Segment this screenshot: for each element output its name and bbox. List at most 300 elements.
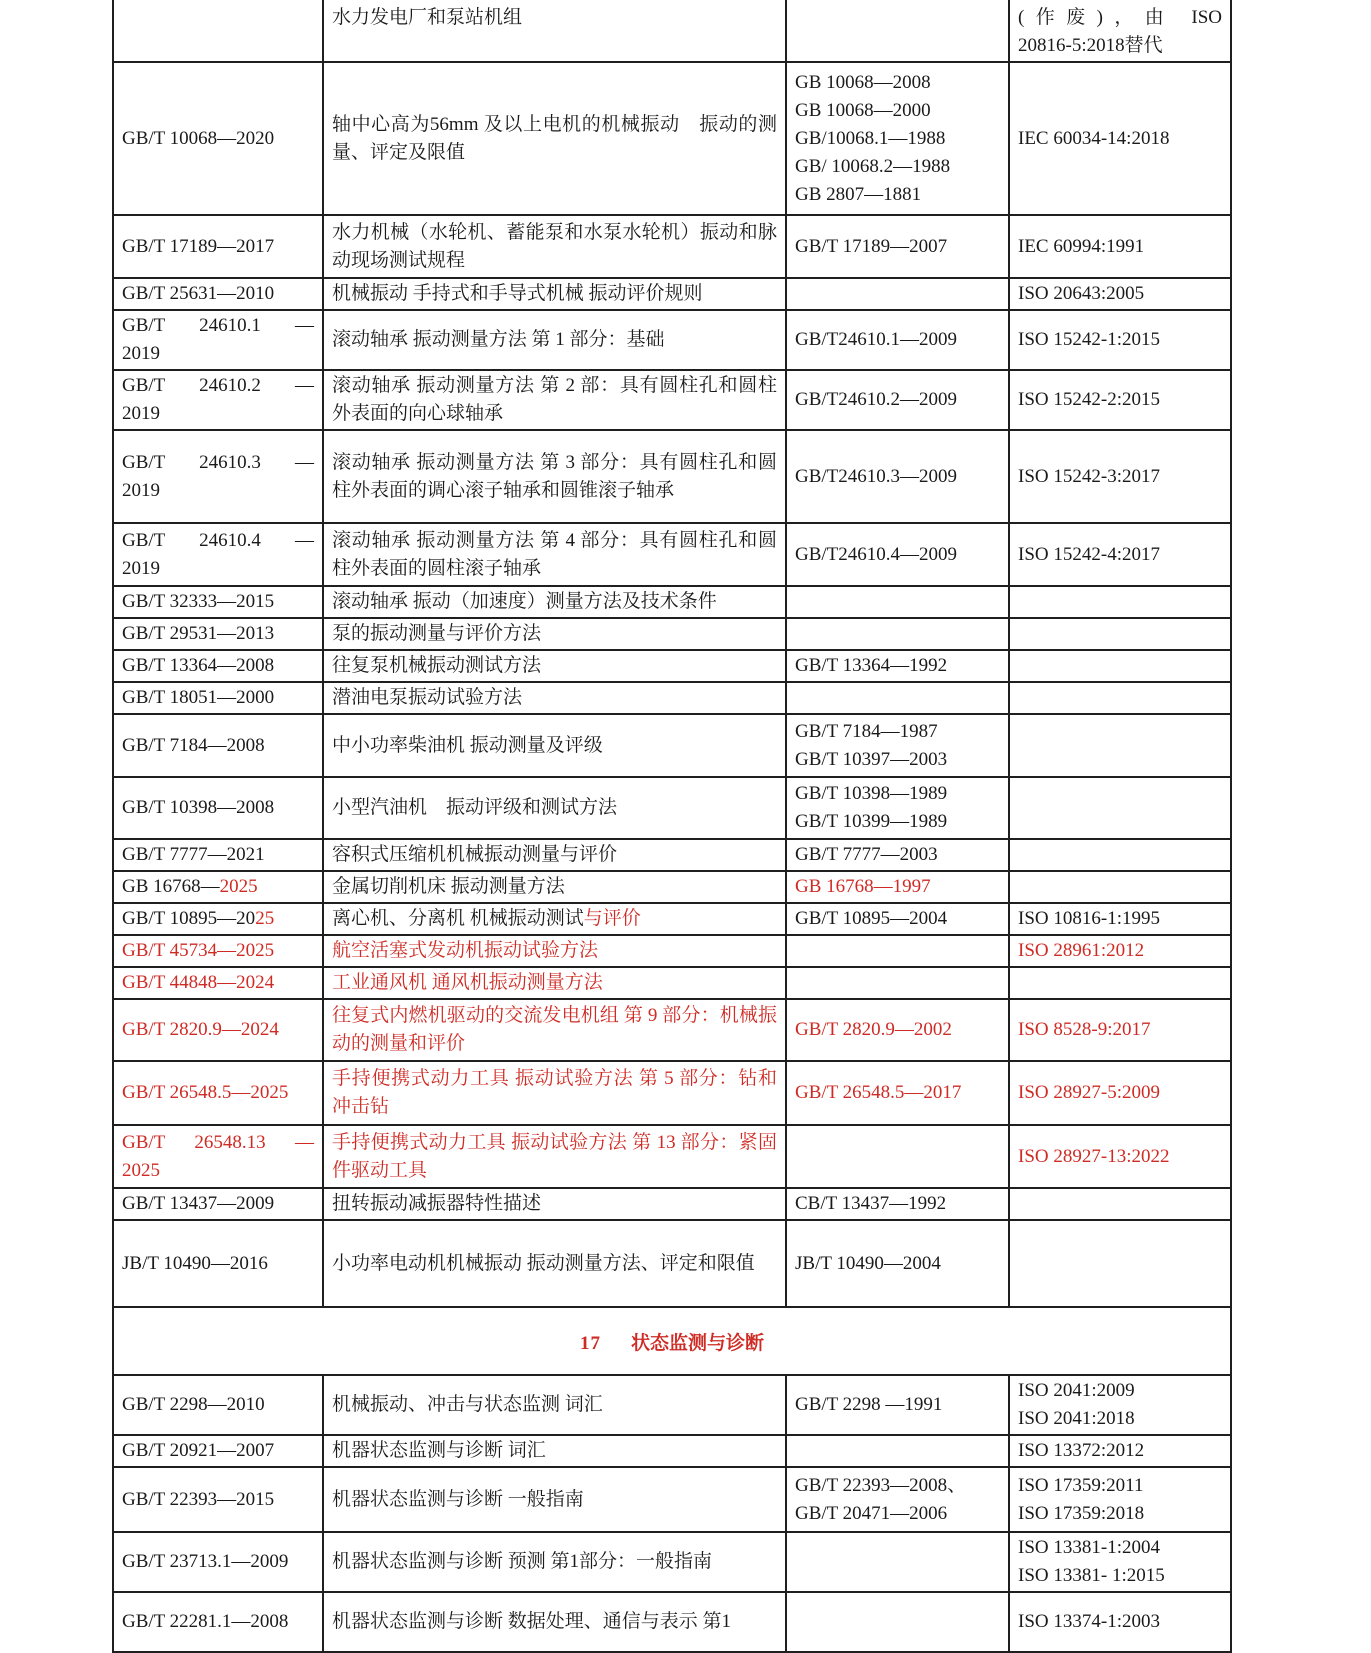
text-segment: CB/T 13437—1992 — [795, 1193, 947, 1214]
cell-line — [795, 541, 1000, 569]
replaced-standard-cell — [786, 430, 1009, 523]
cell-line — [1018, 280, 1222, 308]
cell-line — [122, 340, 314, 368]
standard-title-cell — [323, 935, 786, 967]
text-segment: GB/T 13364—2008 — [122, 655, 275, 676]
standard-title-cell — [323, 682, 786, 714]
cell-line — [332, 449, 777, 505]
text-segment: 机器状态监测与诊断 一般指南 — [332, 1488, 584, 1510]
text-segment: GB/T 22393—2015 — [122, 1488, 275, 1510]
text-segment: GB/T 22393—2008、 — [795, 1474, 967, 1496]
text-segment: GB/T 44848—2024 — [122, 972, 275, 993]
replaced-standard-cell — [786, 999, 1009, 1061]
text-segment: GB/T 25631—2010 — [122, 283, 275, 304]
text-segment: GB/T 10398—2008 — [122, 797, 275, 818]
replaced-standard-cell — [786, 586, 1009, 618]
table-row — [113, 1467, 1231, 1532]
cell-line — [332, 1548, 777, 1576]
table-row — [113, 618, 1231, 650]
text-segment: ISO 13381- 1:2015 — [1018, 1565, 1165, 1586]
standard-number-cell — [113, 1188, 323, 1220]
international-standard-cell — [1009, 871, 1231, 903]
text-segment: ISO 15242-3:2017 — [1018, 465, 1160, 487]
standard-number-cell — [113, 1592, 323, 1652]
replaced-standard-cell — [786, 682, 1009, 714]
text-segment: ISO 17359:2018 — [1018, 1502, 1145, 1524]
text-segment: JB/T 10490—2016 — [122, 1252, 268, 1274]
cell-line — [122, 1250, 314, 1278]
international-standard-cell — [1009, 278, 1231, 310]
standard-number-cell — [113, 935, 323, 967]
cell-line — [332, 372, 777, 428]
standard-number-cell — [113, 1467, 323, 1532]
text-segment: ISO 15242-4:2017 — [1018, 543, 1160, 565]
standard-title-cell — [323, 430, 786, 523]
international-standard-cell — [1009, 1375, 1231, 1435]
table-row — [113, 650, 1231, 682]
text-segment: GB/T 2820.9—2002 — [795, 1019, 952, 1040]
text-segment: 2019 — [122, 557, 160, 579]
text-segment: GB/T 24610.3 — — [122, 451, 314, 473]
cell-line — [122, 125, 314, 153]
text-segment: GB/T 26548.13 — — [122, 1131, 314, 1153]
text-segment: IEC 60994:1991 — [1018, 235, 1145, 257]
cell-line — [332, 4, 777, 32]
table-row — [113, 523, 1231, 586]
text-segment: 金属切削机床 振动测量方法 — [332, 876, 565, 897]
table-row — [113, 1220, 1231, 1307]
cell-line — [1018, 1608, 1222, 1636]
text-segment: 2025 — [219, 876, 258, 897]
standard-number-cell — [113, 650, 323, 682]
cell-line — [332, 1486, 777, 1514]
text-segment: GB/T 10397—2003 — [795, 748, 948, 770]
text-segment: GB/T 2820.9—2024 — [122, 1019, 279, 1040]
text-segment: ISO 28961:2012 — [1018, 940, 1145, 961]
cell-line — [795, 69, 1000, 97]
replaced-standard-cell — [786, 903, 1009, 935]
cell-line — [332, 841, 777, 869]
standard-title-cell — [323, 999, 786, 1061]
cell-line — [332, 1129, 777, 1185]
text-segment: 滚动轴承 振动（加速度）测量方法及技术条件 — [332, 591, 717, 612]
cell-line — [795, 326, 1000, 354]
text-segment: 小功率电动机机械振动 振动测量方法、评定和限值 — [332, 1252, 755, 1274]
cell-line — [332, 527, 777, 583]
text-segment: ISO 13381-1:2004 — [1018, 1537, 1160, 1558]
standard-title-cell — [323, 0, 786, 62]
table-row — [113, 62, 1231, 215]
text-segment: GB/T 10398—1989 — [795, 783, 948, 804]
replaced-standard-cell — [786, 1435, 1009, 1467]
replaced-standard-cell — [786, 523, 1009, 586]
international-standard-cell — [1009, 618, 1231, 650]
cell-line — [332, 1437, 777, 1465]
cell-line — [795, 463, 1000, 491]
text-segment: GB/ 10068.2—1988 — [795, 155, 951, 177]
text-segment: GB 2807—1881 — [795, 183, 922, 205]
cell-line — [1018, 937, 1222, 965]
standard-number-cell — [113, 714, 323, 777]
standard-number-cell — [113, 370, 323, 430]
standard-title-cell — [323, 586, 786, 618]
cell-line — [332, 794, 777, 822]
replaced-standard-cell — [786, 777, 1009, 839]
table-row — [113, 967, 1231, 999]
text-segment: 机械振动 手持式和手导式机械 振动评价规则 — [332, 283, 703, 304]
cell-line — [332, 1065, 777, 1121]
text-segment: 机器状态监测与诊断 词汇 — [332, 1440, 546, 1461]
cell-line — [122, 555, 314, 583]
standard-title-cell — [323, 1188, 786, 1220]
cell-line — [795, 97, 1000, 125]
cell-line — [122, 312, 314, 340]
cell-line — [122, 1079, 314, 1107]
cell-line — [1018, 233, 1222, 261]
standard-title-cell — [323, 650, 786, 682]
text-segment: GB/T 13437—2009 — [122, 1193, 275, 1214]
cell-line — [122, 588, 314, 616]
text-segment: GB/T 2298—2010 — [122, 1394, 265, 1415]
text-segment: 滚动轴承 振动测量方法 第 4 部分：具有圆柱孔和圆柱外表面的圆柱滚子轴承 — [332, 529, 777, 579]
cell-line — [332, 937, 777, 965]
international-standard-cell — [1009, 215, 1231, 278]
text-segment: GB/T 2298 —1991 — [795, 1394, 943, 1415]
text-segment: 手持便携式动力工具 振动试验方法 第 13 部分：紧固件驱动工具 — [332, 1131, 777, 1181]
table-row — [113, 935, 1231, 967]
standard-title-cell — [323, 62, 786, 215]
cell-line — [795, 746, 1000, 774]
standard-title-cell — [323, 1467, 786, 1532]
standard-title-cell — [323, 618, 786, 650]
replaced-standard-cell — [786, 1532, 1009, 1592]
text-segment: (作废)，由 ISO — [1018, 7, 1222, 28]
international-standard-cell — [1009, 935, 1231, 967]
cell-line — [122, 1437, 314, 1465]
standards-table — [112, 0, 1232, 1653]
replaced-standard-cell — [786, 714, 1009, 777]
cell-line — [332, 219, 777, 275]
table-row — [113, 370, 1231, 430]
standard-number-cell — [113, 1125, 323, 1188]
table-row — [113, 1532, 1231, 1592]
cell-line — [122, 684, 314, 712]
cell-line — [1018, 1405, 1222, 1433]
replaced-standard-cell — [786, 871, 1009, 903]
text-segment: 中小功率柴油机 振动测量及评级 — [332, 734, 603, 756]
text-segment: 2025 — [122, 1159, 160, 1181]
text-segment: 航空活塞式发动机振动试验方法 — [332, 940, 599, 961]
cell-line — [122, 873, 314, 901]
standard-title-cell — [323, 310, 786, 370]
international-standard-cell — [1009, 839, 1231, 871]
table-row — [113, 215, 1231, 278]
text-segment: GB/T 17189—2007 — [795, 235, 948, 257]
replaced-standard-cell — [786, 0, 1009, 62]
text-segment: GB/T 20471—2006 — [795, 1502, 948, 1524]
cell-line — [122, 937, 314, 965]
text-segment: GB/T 18051—2000 — [122, 687, 275, 708]
text-segment: GB/T 17189—2017 — [122, 235, 275, 257]
cell-line — [1018, 1500, 1222, 1528]
international-standard-cell — [1009, 430, 1231, 523]
standard-title-cell — [323, 1532, 786, 1592]
international-standard-cell — [1009, 714, 1231, 777]
international-standard-cell — [1009, 1592, 1231, 1652]
section-number: 17 — [579, 1332, 601, 1354]
text-segment: 滚动轴承 振动测量方法 第 1 部分：基础 — [332, 329, 665, 350]
standard-number-cell — [113, 682, 323, 714]
cell-line — [1018, 463, 1222, 491]
standard-title-cell — [323, 1061, 786, 1125]
cell-line — [795, 233, 1000, 261]
standard-number-cell — [113, 523, 323, 586]
text-segment: 离心机、分离机 机械振动测试 — [332, 908, 584, 929]
text-segment: GB/T24610.3—2009 — [795, 465, 958, 487]
text-segment: GB/T 20921—2007 — [122, 1440, 275, 1461]
text-segment: 泵的振动测量与评价方法 — [332, 623, 542, 644]
cell-line — [795, 386, 1000, 414]
standard-number-cell — [113, 1375, 323, 1435]
standard-title-cell — [323, 1125, 786, 1188]
international-standard-cell — [1009, 1435, 1231, 1467]
text-segment: GB/T 10895—2004 — [795, 908, 948, 929]
cell-line — [1018, 1472, 1222, 1500]
table-row — [113, 430, 1231, 523]
cell-line — [122, 477, 314, 505]
international-standard-cell — [1009, 523, 1231, 586]
standard-number-cell — [113, 871, 323, 903]
text-segment: 手持便携式动力工具 振动试验方法 第 5 部分：钻和冲击钻 — [332, 1068, 777, 1117]
replaced-standard-cell — [786, 62, 1009, 215]
table-row — [113, 1435, 1231, 1467]
table-row — [113, 682, 1231, 714]
replaced-standard-cell — [786, 1220, 1009, 1307]
standard-number-cell — [113, 967, 323, 999]
text-segment: ISO 28927-5:2009 — [1018, 1082, 1160, 1103]
replaced-standard-cell — [786, 967, 1009, 999]
cell-line — [332, 1002, 777, 1058]
replaced-standard-cell — [786, 1188, 1009, 1220]
cell-line — [1018, 1437, 1222, 1465]
text-segment: 水力发电厂和泵站机组 — [332, 7, 523, 28]
text-segment: GB/T24610.1—2009 — [795, 329, 958, 350]
table-row — [113, 310, 1231, 370]
international-standard-cell — [1009, 903, 1231, 935]
text-segment: ISO 13372:2012 — [1018, 1440, 1145, 1461]
cell-line — [122, 233, 314, 261]
section-row — [113, 1307, 1231, 1375]
standard-number-cell — [113, 999, 323, 1061]
table-row — [113, 278, 1231, 310]
cell-line — [122, 1129, 314, 1157]
text-segment: ISO 15242-1:2015 — [1018, 329, 1160, 350]
standard-number-cell — [113, 1532, 323, 1592]
text-segment: 机器状态监测与诊断 预测 第1部分：一般指南 — [332, 1551, 713, 1572]
international-standard-cell — [1009, 586, 1231, 618]
text-segment: GB/T24610.2—2009 — [795, 389, 958, 410]
table-row — [113, 1188, 1231, 1220]
replaced-standard-cell — [786, 278, 1009, 310]
replaced-standard-cell — [786, 1375, 1009, 1435]
text-segment: GB/T 24610.2 — — [122, 375, 314, 396]
cell-line — [1018, 1143, 1222, 1171]
cell-line — [795, 181, 1000, 209]
cell-line — [795, 780, 1000, 808]
standard-title-cell — [323, 1220, 786, 1307]
table-row — [113, 1592, 1231, 1652]
text-segment: GB/T 29531—2013 — [122, 623, 275, 644]
cell-line — [332, 326, 777, 354]
standard-title-cell — [323, 215, 786, 278]
standard-title-cell — [323, 1592, 786, 1652]
text-segment: GB/T 24610.1 — — [122, 315, 314, 336]
cell-line — [795, 1472, 1000, 1500]
standard-number-cell — [113, 310, 323, 370]
cell-line — [122, 400, 314, 428]
cell-line — [795, 1391, 1000, 1419]
international-standard-cell — [1009, 650, 1231, 682]
table-row — [113, 1375, 1231, 1435]
cell-line — [1018, 32, 1222, 60]
replaced-standard-cell — [786, 215, 1009, 278]
text-segment: ISO 17359:2011 — [1018, 1474, 1144, 1496]
text-segment: 潜油电泵振动试验方法 — [332, 687, 523, 708]
cell-line — [1018, 4, 1222, 32]
cell-line — [795, 125, 1000, 153]
replaced-standard-cell — [786, 370, 1009, 430]
replaced-standard-cell — [786, 1592, 1009, 1652]
cell-line — [795, 652, 1000, 680]
cell-line — [332, 588, 777, 616]
text-segment: GB/T 26548.5—2017 — [795, 1082, 962, 1103]
standard-title-cell — [323, 903, 786, 935]
replaced-standard-cell — [786, 1467, 1009, 1532]
cell-line — [332, 969, 777, 997]
text-segment: 往复式内燃机驱动的交流发电机组 第 9 部分：机械振动的测量和评价 — [332, 1005, 777, 1054]
cell-line — [795, 1016, 1000, 1044]
international-standard-cell — [1009, 1125, 1231, 1188]
standard-number-cell — [113, 1061, 323, 1125]
cell-line — [122, 1016, 314, 1044]
text-segment: 2019 — [122, 343, 160, 364]
standard-number-cell — [113, 62, 323, 215]
cell-line — [122, 794, 314, 822]
standard-number-cell — [113, 777, 323, 839]
standard-number-cell — [113, 1220, 323, 1307]
cell-line — [1018, 1562, 1222, 1590]
cell-line — [1018, 125, 1222, 153]
cell-line — [795, 1190, 1000, 1218]
text-segment: 20816-5:2018替代 — [1018, 35, 1163, 56]
standard-number-cell — [113, 1435, 323, 1467]
text-segment: GB 10068—2000 — [795, 99, 931, 121]
cell-line — [122, 1157, 314, 1185]
text-segment: ISO 28927-13:2022 — [1018, 1145, 1170, 1167]
standard-title-cell — [323, 523, 786, 586]
text-segment: GB/T24610.4—2009 — [795, 543, 958, 565]
cell-line — [122, 652, 314, 680]
cell-line — [332, 111, 777, 167]
standard-number-cell — [113, 278, 323, 310]
cell-line — [122, 1608, 314, 1636]
cell-line — [122, 1391, 314, 1419]
text-segment: 与评价 — [583, 908, 641, 929]
text-segment: ISO 15242-2:2015 — [1018, 389, 1160, 410]
text-segment: JB/T 10490—2004 — [795, 1252, 941, 1274]
text-segment: 轴中心高为56mm 及以上电机的机械振动 振动的测量、评定及限值 — [332, 113, 777, 163]
text-segment: ISO 20643:2005 — [1018, 283, 1145, 304]
section-header — [113, 1307, 1231, 1375]
cell-line — [795, 1500, 1000, 1528]
international-standard-cell — [1009, 0, 1231, 62]
text-segment: GB/T 13364—1992 — [795, 655, 948, 676]
cell-line — [332, 905, 777, 933]
text-segment: GB/T 24610.4 — — [122, 529, 314, 551]
replaced-standard-cell — [786, 1125, 1009, 1188]
cell-line — [122, 969, 314, 997]
international-standard-cell — [1009, 967, 1231, 999]
replaced-standard-cell — [786, 1061, 1009, 1125]
cell-line — [122, 280, 314, 308]
cell-line — [795, 808, 1000, 836]
replaced-standard-cell — [786, 310, 1009, 370]
cell-line — [122, 1190, 314, 1218]
cell-line — [332, 684, 777, 712]
standard-number-cell — [113, 586, 323, 618]
replaced-standard-cell — [786, 618, 1009, 650]
text-segment: 机械振动、冲击与状态监测 词汇 — [332, 1394, 603, 1415]
international-standard-cell — [1009, 1220, 1231, 1307]
text-segment: GB/T 10399—1989 — [795, 811, 948, 832]
section-title: 状态监测与诊断 — [630, 1332, 764, 1354]
table-row — [113, 871, 1231, 903]
standard-number-cell — [113, 215, 323, 278]
cell-line — [332, 652, 777, 680]
international-standard-cell — [1009, 999, 1231, 1061]
standard-title-cell — [323, 871, 786, 903]
cell-line — [332, 1391, 777, 1419]
standard-title-cell — [323, 1375, 786, 1435]
table-row — [113, 1061, 1231, 1125]
cell-line — [122, 372, 314, 400]
international-standard-cell — [1009, 777, 1231, 839]
table-row — [113, 1125, 1231, 1188]
standards-table-body — [113, 0, 1231, 1652]
standard-title-cell — [323, 839, 786, 871]
standard-number-cell — [113, 0, 323, 62]
replaced-standard-cell — [786, 650, 1009, 682]
text-segment: GB/T 26548.5—2025 — [122, 1082, 289, 1103]
standard-title-cell — [323, 370, 786, 430]
international-standard-cell — [1009, 310, 1231, 370]
cell-line — [122, 1486, 314, 1514]
cell-line — [1018, 1079, 1222, 1107]
text-segment: 往复泵机械振动测试方法 — [332, 655, 542, 676]
cell-line — [332, 280, 777, 308]
text-segment: 水力机械（水轮机、蓄能泵和水泵水轮机）振动和脉动现场测试规程 — [332, 221, 777, 271]
cell-line — [795, 718, 1000, 746]
replaced-standard-cell — [786, 935, 1009, 967]
text-segment: GB/T 10895—20 — [122, 908, 256, 929]
international-standard-cell — [1009, 1532, 1231, 1592]
text-segment: 2019 — [122, 403, 160, 424]
cell-line — [332, 620, 777, 648]
standard-title-cell — [323, 777, 786, 839]
cell-line — [1018, 905, 1222, 933]
international-standard-cell — [1009, 1061, 1231, 1125]
text-segment: GB/T 7184—1987 — [795, 720, 938, 742]
